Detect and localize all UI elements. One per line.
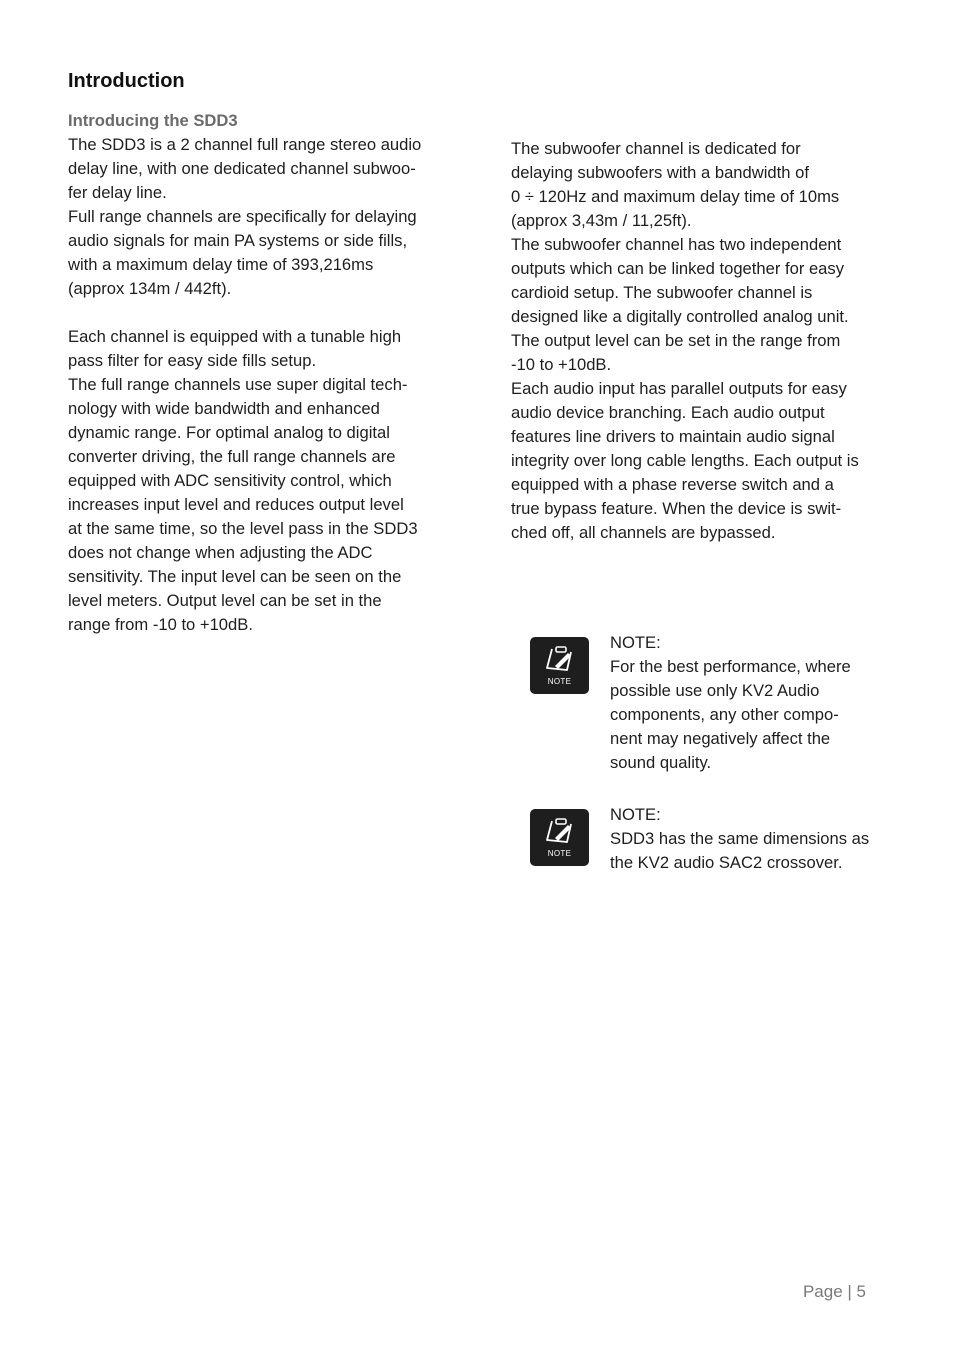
note-body: For the best performance, where possible use only KV2 Audio components, any other compo- nent may negatively affect the sound quality. — [610, 657, 851, 772]
note-icon — [530, 637, 589, 694]
left-column — [68, 109, 448, 637]
section-subheading: Introducing the SDD3 — [68, 111, 238, 130]
note-icon — [530, 809, 589, 866]
note-icon-label: NOTE — [547, 849, 572, 858]
note-text — [610, 631, 895, 775]
page-title: Introduction — [68, 70, 185, 92]
note-text — [610, 803, 895, 875]
note-icon-label: NOTE — [547, 677, 572, 686]
note-title: NOTE: — [610, 805, 661, 824]
note-title: NOTE: — [610, 633, 661, 652]
intro-paragraph-1: The SDD3 is a 2 channel full range stereo audio delay line, with one dedicated channel subwoo- fer delay line. Full range channels are specifically for delaying audio signals for main PA systems or side fills, with a maximum delay time of 393,216ms (approx 134m / 442ft). — [68, 135, 422, 298]
clipboard-pencil-icon — [543, 816, 577, 848]
paragraph-spacer — [68, 301, 448, 325]
subwoofer-paragraph: The subwoofer channel is dedicated for delaying subwoofers with a bandwidth of 0 ÷ 120Hz and maximum delay time of 10ms (approx 3,43m / 11,25ft). The subwoofer channel has two independent outputs which can be linked together for easy cardioid setup. The subwoofer channel is designed like a digitally controlled analog unit. The output level can be set in the range from -10 to +10dB. Each audio input has parallel outputs for easy audio device branching. Each audio output features line drivers to maintain audio signal integrity over long cable lengths. Each output is equipped with a phase reverse switch and a true bypass feature. When the device is swit- ched off, all channels are bypassed. — [511, 139, 859, 542]
right-column — [511, 137, 896, 545]
intro-paragraph-2: Each channel is equipped with a tunable high pass filter for easy side fills setup. The full range channels use super digital tech- nology with wide bandwidth and enhanced dynamic range. For optimal analog to digital converter driving, the full range channels are equipped with ADC sensitivity control, which increases input level and reduces output level at the same time, so the level pass in the SDD3 does not change when adjusting the ADC sensitivity. The input level can be seen on the level meters. Output level can be set in the range from -10 to +10dB. — [68, 327, 418, 634]
note-body: SDD3 has the same dimensions as the KV2 audio SAC2 crossover. — [610, 829, 870, 872]
page-number: Page | 5 — [802, 1282, 866, 1301]
clipboard-pencil-icon — [543, 644, 577, 676]
